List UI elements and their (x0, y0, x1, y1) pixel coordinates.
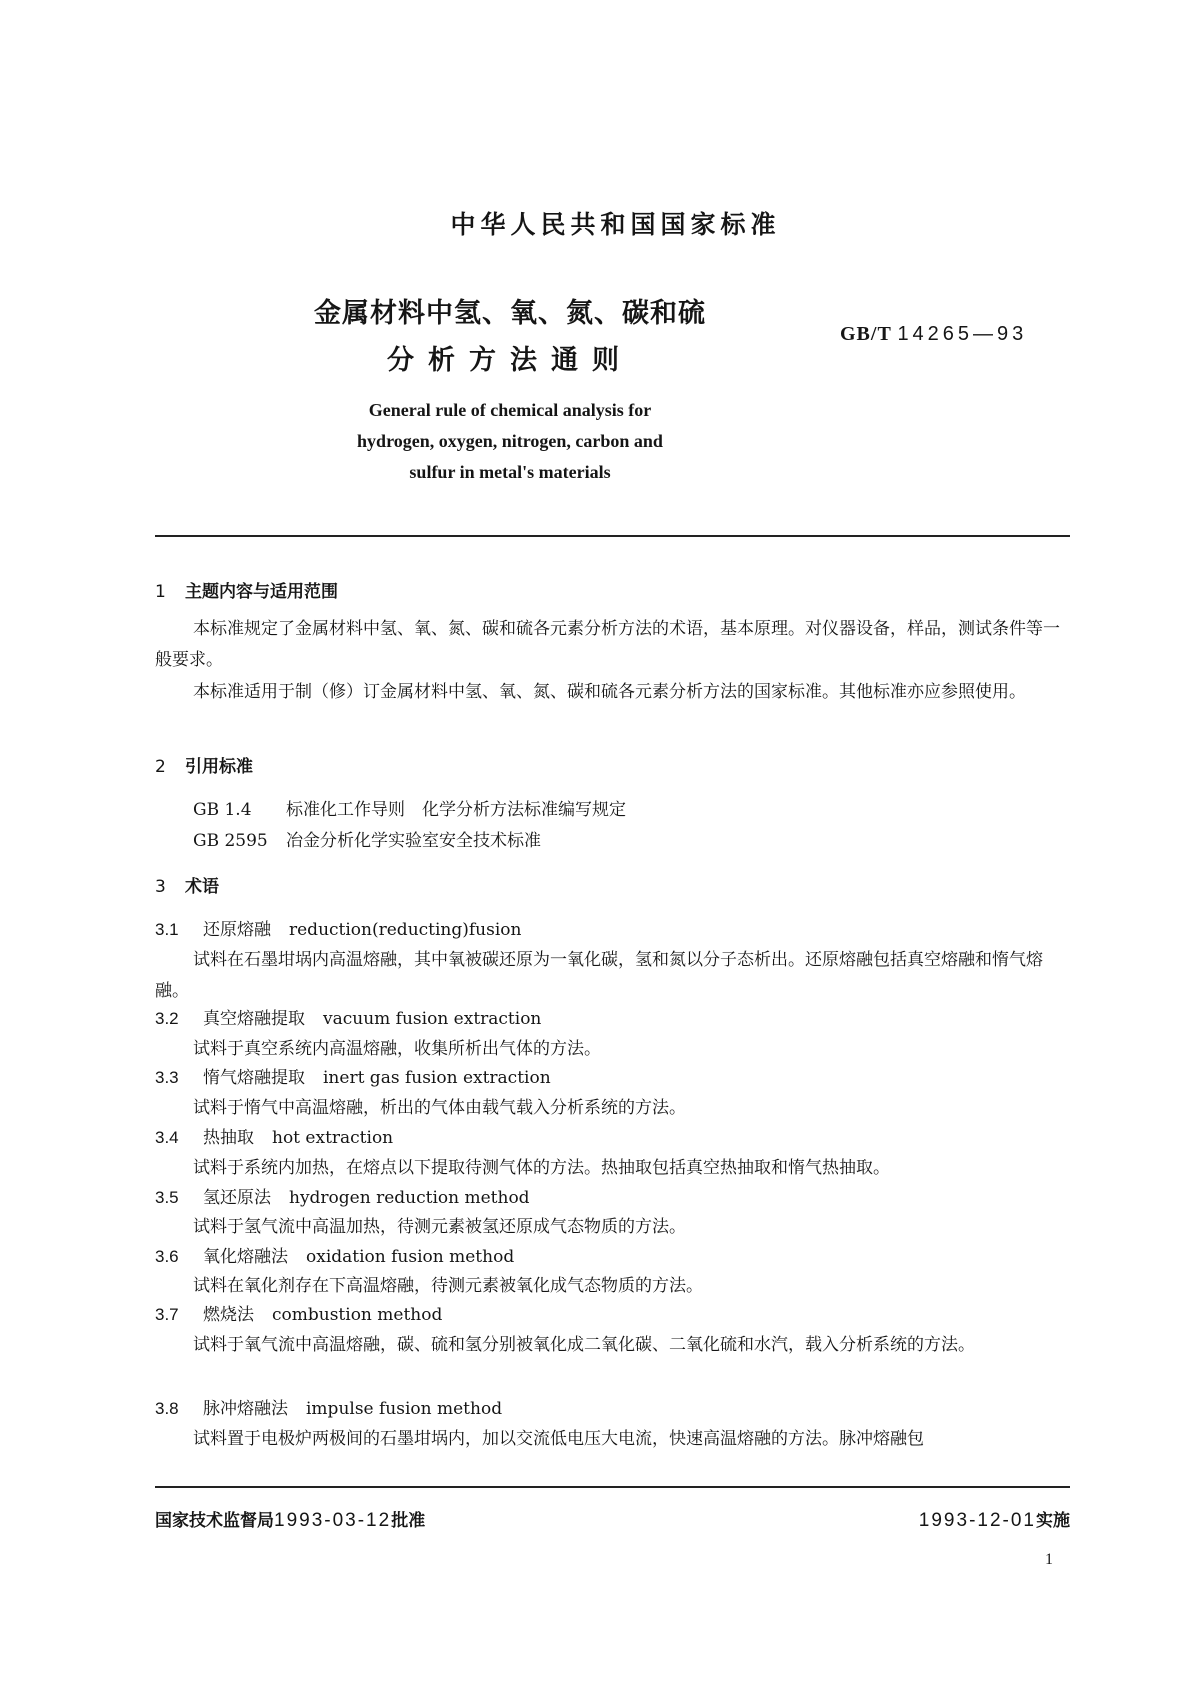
term-heading (155, 915, 521, 940)
term-heading (155, 1183, 530, 1208)
standard-code: 14265—93 (897, 323, 1028, 345)
term-definition: 试料于惰气中高温熔融，析出的气体由载气载入分析系统的方法。 (193, 1098, 686, 1118)
term-en: hydrogen reduction method (289, 1188, 530, 1208)
approval-line (155, 1506, 425, 1532)
section-number: 2 (155, 757, 166, 777)
term-cn: 氢还原法 (203, 1188, 271, 1208)
section-1-paragraph-1: 本标准规定了金属材料中氢、氧、氮、碳和硫各元素分析方法的术语，基本原理。对仪器设备，样品，测试条件等一般要求。 (155, 619, 1060, 670)
term-number: 3.8 (155, 1399, 179, 1418)
title-cn-line2: 分析方法通则 (387, 345, 633, 376)
title-en-line2: hydrogen, oxygen, nitrogen, carbon and (357, 431, 663, 451)
national-standard-heading: 中华人民共和国国家标准 (450, 210, 781, 239)
effective-date: 1993-12-01 (918, 1510, 1036, 1531)
standard-prefix: GB/T (840, 323, 892, 345)
section-3-heading (155, 872, 219, 897)
header-divider (155, 535, 1070, 537)
approval-authority: 国家技术监督局 (155, 1511, 274, 1531)
term-heading (155, 1004, 541, 1029)
reference-item (193, 826, 541, 851)
section-title: 引用标准 (185, 757, 253, 777)
section-2-heading (155, 752, 253, 777)
term-definition: 试料在石墨坩埚内高温熔融，其中氧被碳还原为一氧化碳，氢和氮以分子态析出。还原熔融包括真空熔融和惰气熔融。 (155, 950, 1043, 1001)
term-cn: 脉冲熔融法 (203, 1399, 288, 1419)
title-en-line1: General rule of chemical analysis for (368, 400, 652, 420)
reference-title: 标准化工作导则 化学分析方法标准编写规定 (286, 800, 626, 820)
title-cn-line1: 金属材料中氢、氧、氮、碳和硫 (314, 298, 706, 329)
reference-item (193, 795, 626, 820)
term-en: vacuum fusion extraction (323, 1009, 542, 1029)
effective-line (919, 1506, 1070, 1532)
term-cn: 惰气熔融提取 (203, 1068, 305, 1088)
term-definition: 试料在氧化剂存在下高温熔融，待测元素被氧化成气态物质的方法。 (193, 1276, 703, 1296)
section-1-heading (155, 577, 338, 602)
section-number: 1 (155, 582, 166, 602)
section-number: 3 (155, 877, 166, 897)
term-en: combustion method (272, 1305, 443, 1325)
reference-code: GB 2595 (193, 831, 268, 851)
footer-divider (155, 1486, 1070, 1488)
term-number: 3.5 (155, 1188, 179, 1207)
page-number: 1 (1045, 1551, 1053, 1568)
term-heading (155, 1063, 551, 1088)
term-en: hot extraction (272, 1128, 394, 1148)
section-title: 主题内容与适用范围 (185, 582, 338, 602)
reference-title: 冶金分析化学实验室安全技术标准 (286, 831, 541, 851)
term-cn: 热抽取 (203, 1128, 254, 1148)
term-definition: 试料于真空系统内高温熔融，收集所析出气体的方法。 (193, 1039, 601, 1059)
term-cn: 氧化熔融法 (203, 1247, 288, 1267)
term-definition: 试料于氢气流中高温加热，待测元素被氢还原成气态物质的方法。 (193, 1217, 686, 1237)
term-en: oxidation fusion method (306, 1247, 515, 1267)
term-number: 3.4 (155, 1128, 179, 1147)
term-heading (155, 1394, 502, 1419)
section-title: 术语 (185, 877, 219, 897)
reference-code: GB 1.4 (193, 800, 252, 820)
approval-date: 1993-03-12 (274, 1510, 392, 1531)
term-heading (155, 1123, 393, 1148)
term-cn: 燃烧法 (203, 1305, 254, 1325)
term-cn: 还原熔融 (203, 920, 271, 940)
term-number: 3.1 (155, 920, 179, 939)
term-en: inert gas fusion extraction (323, 1068, 551, 1088)
term-heading (155, 1300, 442, 1325)
standard-number (840, 323, 1027, 346)
effective-suffix: 实施 (1036, 1511, 1070, 1531)
term-definition: 试料置于电极炉两极间的石墨坩埚内，加以交流低电压大电流，快速高温熔融的方法。脉冲熔融包 (193, 1429, 924, 1449)
term-number: 3.3 (155, 1068, 179, 1087)
term-en: impulse fusion method (306, 1399, 503, 1419)
term-number: 3.2 (155, 1009, 179, 1028)
approval-suffix: 批准 (391, 1511, 426, 1531)
term-heading (155, 1242, 514, 1267)
title-en-line3: sulfur in metal's materials (409, 462, 611, 482)
term-definition: 试料于系统内加热，在熔点以下提取待测气体的方法。热抽取包括真空热抽取和惰气热抽取。 (193, 1158, 890, 1178)
term-number: 3.6 (155, 1247, 179, 1266)
term-number: 3.7 (155, 1305, 179, 1324)
term-cn: 真空熔融提取 (203, 1009, 305, 1029)
section-1-paragraph-2: 本标准适用于制（修）订金属材料中氢、氧、氮、碳和硫各元素分析方法的国家标准。其他标准亦应参照使用。 (193, 682, 1026, 702)
term-en: reduction(reducting)fusion (289, 920, 522, 940)
term-definition: 试料于氧气流中高温熔融，碳、硫和氢分别被氧化成二氧化碳、二氧化硫和水汽，载入分析系统的方法。 (193, 1335, 975, 1355)
